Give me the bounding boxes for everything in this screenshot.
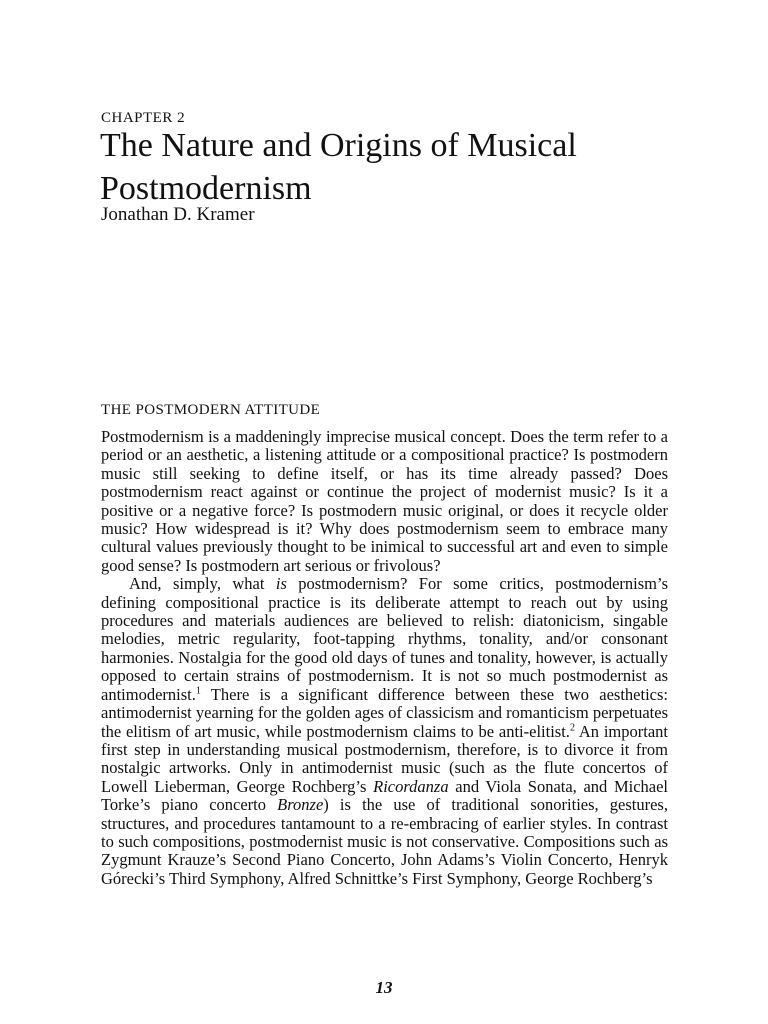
page-number: 13 xyxy=(375,978,393,997)
body-text xyxy=(101,428,668,888)
author-name: Jonathan D. Kramer xyxy=(101,204,255,225)
paragraph-2-text: And, simply, what xyxy=(129,574,276,594)
footnote-ref-2: 2 xyxy=(569,722,575,733)
footnote-ref-1: 1 xyxy=(195,685,201,697)
paragraph-2 xyxy=(101,575,668,888)
work-title-bronze: Bronze xyxy=(277,795,324,815)
paragraph-2-text: There is a significant difference between these two aesthetics: antimodernist yearning for the golden ages of classicism and romanticism perpetuates the elitism of art music, while postmodernism claims to be anti-elitist. xyxy=(101,684,668,741)
section-heading: THE POSTMODERN ATTITUDE xyxy=(101,402,321,418)
chapter-title: The Nature and Origins of Musical Postmodernism xyxy=(100,127,577,207)
paragraph-2-text: and Viola Sonata, and Michael Torke’s piano concerto xyxy=(101,776,669,815)
paragraph-2-text: postmodernism? For some critics, postmodernism’s defining compositional practice is its deliberate attempt to reach out by using procedures and materials audiences are believed to relish: diatonicism, singable melodies, metric regularity, foot-tapping rhythms, tonality, and/or consonant harmonies. Nostalgia for the good old days of tunes and tonality, however, is actually opposed to certain strains of postmodernism. It is not so much postmodernist as antimodernist. xyxy=(101,574,668,704)
emphasis-is: is xyxy=(275,574,287,594)
paragraph-2-text: ) is the use of traditional sonorities, gestures, structures, and procedures tantamount to a re-embracing of earlier styles. In contrast to such compositions, postmodernist music is not conservative. Compositions such as Zygmunt Krauze’s Second Piano Concerto, John Adams’s Violin Concerto, Henryk Górecki’s Third Symphony, Alfred Schnittke’s First Symphony, George Rochberg’s xyxy=(101,795,668,888)
work-title-ricordanza: Ricordanza xyxy=(373,776,449,796)
chapter-label: CHAPTER 2 xyxy=(101,110,186,126)
paragraph-2-text: An important first step in understanding musical postmodernism, therefore, is to divorce it from nostalgic artworks. Only in antimodernist music (such as the flute concertos of Lowell Lieberman, George Rochberg’s xyxy=(101,721,668,796)
paragraph-1: Postmodernism is a maddeningly imprecise musical concept. Does the term refer to a period or an aesthetic, a listening attitude or a compositional practice? Is postmodern music still seeking to define itself, or has its time already passed? Does postmodernism react against or continue the project of modernist music? Is it a positive or a negative force? Is postmodern music original, or does it recycle older music? How widespread is it? Why does postmodernism seem to embrace many cultural values previously thought to be inimical to successful art and even to simple good sense? Is postmodern art serious or frivolous? xyxy=(101,427,668,575)
